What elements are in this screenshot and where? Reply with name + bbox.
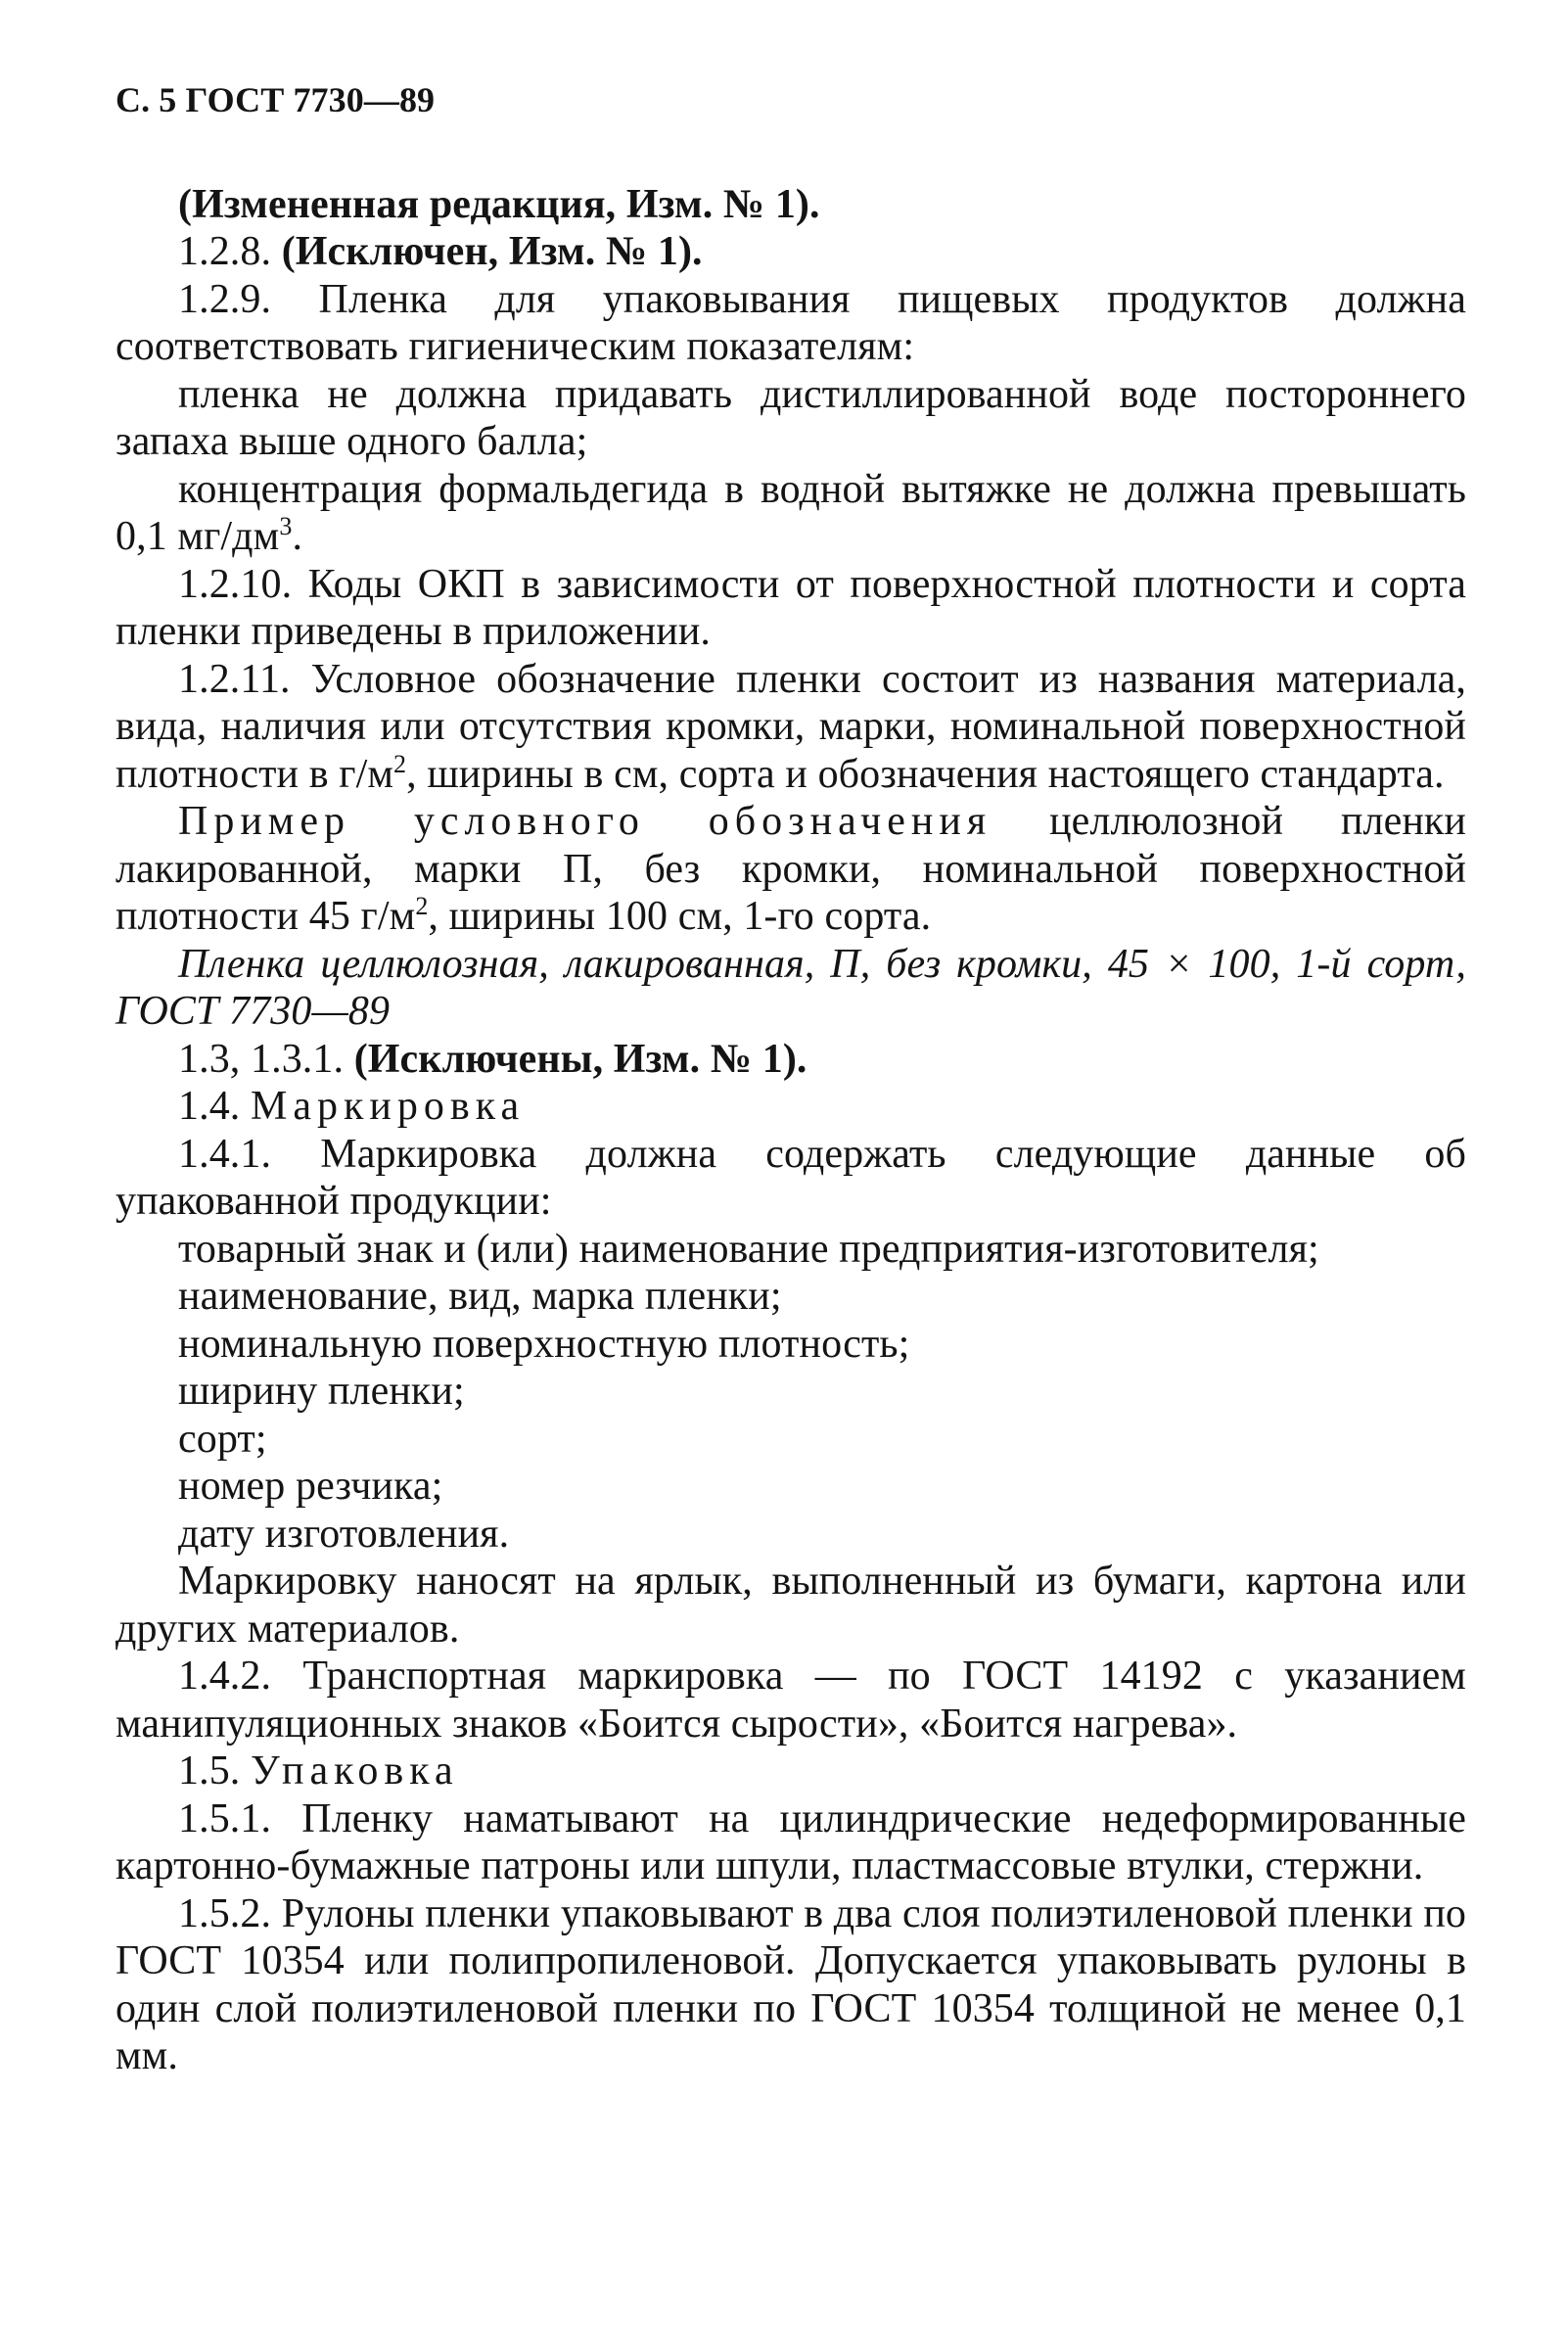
- label-paragraph: Маркировку наносят на ярлык, выполненный из бумаги, картона или других материалов.: [115, 1559, 1466, 1652]
- clause-1-4-2: 1.4.2. Транспортная маркировка — по ГОСТ 14192 с указанием манипуляционных знаков «Боится сырости», «Боится нагрева».: [115, 1654, 1466, 1747]
- designation-text: 1.2.11. Условное обозначение пленки состоит из названия материала, вида, наличия или отсутствия кромки, марки, номинальной поверхностной плотности в г/м: [115, 656, 1466, 797]
- example-text: целлюлозной пленки лакированной, марки П, без кромки, номинальной поверхностной плотности 45 г/м: [115, 799, 1466, 939]
- superscript: 3: [279, 512, 293, 540]
- example-text-end: , ширины 100 см, 1-го сорта.: [428, 894, 932, 939]
- designation-example-italic: Пленка целлюлозная, лакированная, П, без кромки, 45 × 100, 1-й сорт, ГОСТ 7730—89: [115, 941, 1466, 1034]
- superscript: 2: [415, 892, 429, 920]
- clause-1-4-1: 1.4.1. Маркировка должна содержать следующие данные об упакованной продукции:: [115, 1131, 1466, 1224]
- formaldehyde-text: концентрация формальдегида в водной вытяжке не должна превышать 0,1 мг/дм: [115, 466, 1466, 559]
- marking-item: номер резчика;: [178, 1464, 443, 1509]
- marking-item: ширину пленки;: [178, 1369, 465, 1414]
- formaldehyde-text-end: .: [292, 514, 303, 559]
- marking-item: дату изготовления.: [178, 1511, 510, 1557]
- example-heading: Пример условного обозначения: [178, 799, 992, 844]
- section-number: 1.5.: [178, 1748, 251, 1794]
- page-header: С. 5 ГОСТ 7730—89: [115, 80, 436, 119]
- excluded-note: (Исключен, Изм. № 1).: [281, 229, 703, 274]
- section-title: Упаковка: [251, 1748, 459, 1794]
- document-page: [115, 76, 1466, 2080]
- marking-item: сорт;: [178, 1416, 267, 1462]
- amendment-note: (Измененная редакция, Изм. № 1).: [178, 181, 820, 227]
- superscript: 2: [393, 749, 407, 778]
- marking-item: номинальную поверхностную плотность;: [178, 1321, 910, 1367]
- designation-example: [115, 798, 1466, 941]
- clause-number: 1.3, 1.3.1.: [178, 1036, 354, 1082]
- clause-1-2-8: [115, 228, 1466, 276]
- section-title: Маркировка: [251, 1084, 526, 1129]
- hygiene-requirement-formaldehyde: [115, 466, 1466, 561]
- excluded-note: (Исключены, Изм. № 1).: [353, 1036, 807, 1082]
- hygiene-requirement-odor: пленка не должна придавать дистиллированной воде постороннего запаха выше одного балла;: [115, 371, 1466, 464]
- designation-text-end: , ширины в см, сорта и обозначения настоящего стандарта.: [406, 751, 1445, 797]
- marking-item: наименование, вид, марка пленки;: [178, 1274, 782, 1319]
- clause-number: 1.2.8.: [178, 229, 282, 274]
- clause-1-5-2: 1.5.2. Рулоны пленки упаковывают в два слоя полиэтиленовой пленки по ГОСТ 10354 или полипропиленовой. Допускается упаковывать рулоны в один слой полиэтиленовой пленки по ГОСТ 10354 толщиной не менее 0,1 мм.: [115, 1890, 1466, 2078]
- section-number: 1.4.: [178, 1084, 251, 1129]
- marking-item: товарный знак и (или) наименование предприятия-изготовителя;: [178, 1226, 1319, 1272]
- clause-1-2-10: 1.2.10. Коды ОКП в зависимости от поверхностной плотности и сорта пленки приведены в приложении.: [115, 561, 1466, 654]
- clause-1-3: [115, 1036, 1466, 1084]
- section-1-4-heading: [115, 1083, 1466, 1131]
- clause-1-2-11: [115, 656, 1466, 799]
- clause-1-2-9: 1.2.9. Пленка для упаковывания пищевых продуктов должна соответствовать гигиеническим показателям:: [115, 276, 1466, 369]
- section-1-5-heading: [115, 1748, 1466, 1795]
- clause-1-5-1: 1.5.1. Пленку наматывают на цилиндрические недеформированные картонно-бумажные патроны или шпули, пластмассовые втулки, стержни.: [115, 1795, 1466, 1888]
